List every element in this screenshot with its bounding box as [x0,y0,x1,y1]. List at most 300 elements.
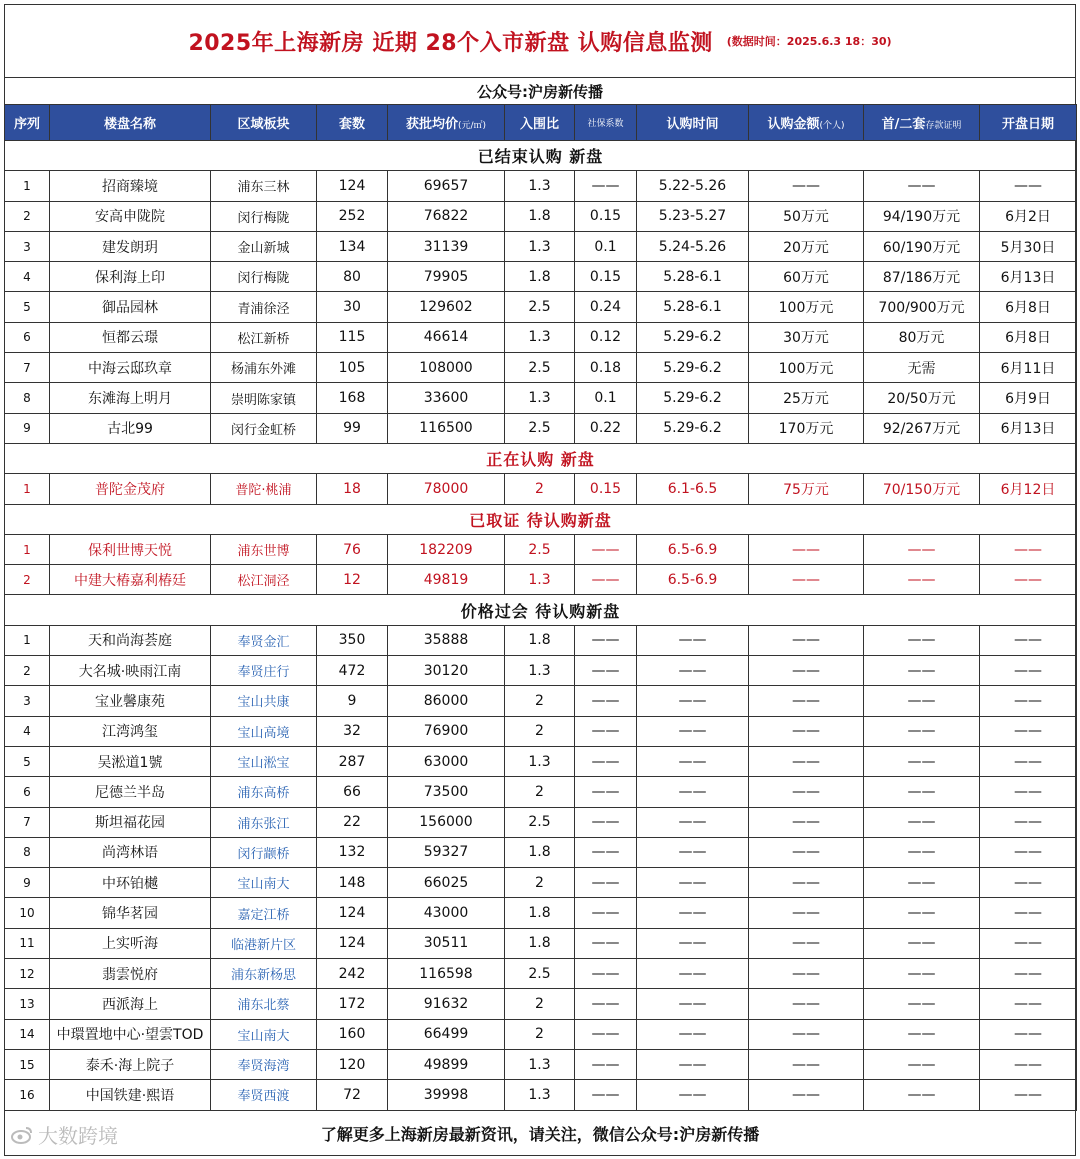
seq-cell: 16 [5,1080,50,1110]
time-cell: —— [637,1080,749,1110]
time-cell: 5.24-5.26 [637,231,749,261]
district-cell: 浦东北蔡 [211,989,317,1019]
seq-cell: 1 [5,625,50,655]
time-cell: 6.5-6.9 [637,565,749,595]
units-cell: 18 [317,474,388,504]
district-cell: 浦东张江 [211,807,317,837]
table-row [5,1019,1077,1049]
deposit-cell: 94/190万元 [864,201,980,231]
table-row [5,534,1077,564]
units-cell: 242 [317,959,388,989]
social-cell: —— [575,686,637,716]
seq-cell: 4 [5,716,50,746]
units-cell: 252 [317,201,388,231]
units-cell: 12 [317,565,388,595]
time-cell: —— [637,898,749,928]
deposit-cell: —— [864,534,980,564]
district-cell: 宝山共康 [211,686,317,716]
social-cell: 0.1 [575,383,637,413]
time-cell: —— [637,716,749,746]
units-cell: 120 [317,1049,388,1079]
price-cell: 129602 [388,292,505,322]
amount-cell: —— [749,625,864,655]
district-cell: 闵行金虹桥 [211,413,317,443]
units-cell: 472 [317,656,388,686]
seq-cell: 5 [5,746,50,776]
district-cell: 宝山南大 [211,1019,317,1049]
price-cell: 63000 [388,746,505,776]
social-cell: —— [575,837,637,867]
amount-cell: 170万元 [749,413,864,443]
district-cell: 浦东三林 [211,171,317,201]
district-cell: 闵行梅陇 [211,262,317,292]
ratio-cell: 1.8 [505,837,575,867]
time-cell: —— [637,928,749,958]
open-date-cell: 5月30日 [980,231,1077,261]
deposit-cell: —— [864,837,980,867]
social-cell: 0.12 [575,322,637,352]
ratio-cell: 1.8 [505,625,575,655]
weibo-logo-icon [10,1125,34,1145]
ratio-cell: 2.5 [505,292,575,322]
price-cell: 43000 [388,898,505,928]
time-cell: —— [637,1019,749,1049]
table-row [5,292,1077,322]
table-row [5,231,1077,261]
seq-cell: 3 [5,686,50,716]
seq-cell: 8 [5,383,50,413]
open-date-cell: —— [980,807,1077,837]
open-date-cell: —— [980,898,1077,928]
units-cell: 115 [317,322,388,352]
district-cell: 松江新桥 [211,322,317,352]
open-date-cell: —— [980,959,1077,989]
seq-cell: 7 [5,807,50,837]
amount-cell: —— [749,868,864,898]
seq-cell: 2 [5,656,50,686]
ratio-cell: 2 [505,989,575,1019]
open-date-cell: 6月12日 [980,474,1077,504]
deposit-cell: —— [864,625,980,655]
social-cell: —— [575,625,637,655]
section-title: 价格过会 待认购新盘 [5,595,1077,625]
section-header [5,141,1077,171]
col-header-sub-time: 认购时间 [637,105,749,141]
seq-cell: 5 [5,292,50,322]
name-cell: 中环铂樾 [50,868,211,898]
col-header-name: 楼盘名称 [50,105,211,141]
open-date-cell: 6月11日 [980,353,1077,383]
seq-cell: 9 [5,868,50,898]
open-date-cell: —— [980,625,1077,655]
table-row [5,625,1077,655]
time-cell: —— [637,989,749,1019]
price-cell: 66499 [388,1019,505,1049]
ratio-cell: 2 [505,474,575,504]
ratio-cell: 2.5 [505,534,575,564]
seq-cell: 10 [5,898,50,928]
name-cell: 中環置地中心·望雲TOD [50,1019,211,1049]
name-cell: 恒都云璟 [50,322,211,352]
name-cell: 中海云邸玖章 [50,353,211,383]
deposit-label: 首/二套 [881,117,926,132]
units-cell: 80 [317,262,388,292]
open-date-cell: —— [980,171,1077,201]
ratio-cell: 1.3 [505,565,575,595]
district-cell: 普陀·桃浦 [211,474,317,504]
social-cell: 0.1 [575,231,637,261]
deposit-note: 存款证明 [925,121,962,131]
time-cell: —— [637,807,749,837]
name-cell: 古北99 [50,413,211,443]
time-cell: —— [637,868,749,898]
table-row [5,353,1077,383]
ratio-cell: 1.3 [505,231,575,261]
amount-cell: 100万元 [749,292,864,322]
deposit-cell: —— [864,1080,980,1110]
amount-cell: —— [749,837,864,867]
amount-cell: —— [749,928,864,958]
section-header [5,595,1077,625]
col-header-sub-amount [749,105,864,141]
deposit-cell: —— [864,959,980,989]
units-cell: 72 [317,1080,388,1110]
social-cell: —— [575,1049,637,1079]
name-cell: 天和尚海荟庭 [50,625,211,655]
seq-cell: 2 [5,565,50,595]
social-cell: —— [575,565,637,595]
time-cell: —— [637,1049,749,1079]
table-row [5,201,1077,231]
price-cell: 49819 [388,565,505,595]
social-cell: 0.15 [575,262,637,292]
open-date-cell: 6月8日 [980,292,1077,322]
open-date-cell: 6月13日 [980,413,1077,443]
units-cell: 134 [317,231,388,261]
price-cell: 73500 [388,777,505,807]
units-cell: 124 [317,898,388,928]
social-cell: —— [575,989,637,1019]
units-cell: 22 [317,807,388,837]
units-cell: 76 [317,534,388,564]
time-cell: 5.28-6.1 [637,292,749,322]
name-cell: 尚湾林语 [50,837,211,867]
col-header-ratio: 入围比 [505,105,575,141]
price-cell: 59327 [388,837,505,867]
district-cell: 奉贤庄行 [211,656,317,686]
seq-cell: 1 [5,474,50,504]
title-bar [5,5,1075,78]
ratio-cell: 2.5 [505,959,575,989]
amount-cell: 30万元 [749,322,864,352]
amount-cell: 75万元 [749,474,864,504]
table-row [5,565,1077,595]
open-date-cell: —— [980,989,1077,1019]
units-cell: 105 [317,353,388,383]
amount-cell: —— [749,686,864,716]
subtitle: 公众号:沪房新传播 [477,82,603,101]
price-label: 获批均价 [405,117,458,132]
social-cell: 0.24 [575,292,637,322]
seq-cell: 6 [5,777,50,807]
social-cell: —— [575,959,637,989]
seq-cell: 6 [5,322,50,352]
time-cell: 5.29-6.2 [637,322,749,352]
deposit-cell: —— [864,1019,980,1049]
time-cell: —— [637,746,749,776]
social-cell: —— [575,746,637,776]
name-cell: 锦华茗园 [50,898,211,928]
units-cell: 172 [317,989,388,1019]
amount-cell: —— [749,171,864,201]
name-cell: 吴淞道1號 [50,746,211,776]
table-row [5,474,1077,504]
table-row [5,807,1077,837]
col-header-social [575,105,637,141]
price-cell: 116598 [388,959,505,989]
seq-cell: 4 [5,262,50,292]
section-title: 正在认购 新盘 [5,443,1077,473]
ratio-cell: 1.3 [505,1049,575,1079]
time-cell: 5.22-5.26 [637,171,749,201]
name-cell: 保利世博天悦 [50,534,211,564]
seq-cell: 11 [5,928,50,958]
social-cell: —— [575,898,637,928]
ratio-cell: 2 [505,716,575,746]
amount-cell: —— [749,959,864,989]
name-cell: 上实听海 [50,928,211,958]
amount-cell: 50万元 [749,201,864,231]
social-cell: —— [575,1080,637,1110]
price-cell: 86000 [388,686,505,716]
deposit-cell: —— [864,746,980,776]
units-cell: 287 [317,746,388,776]
seq-cell: 9 [5,413,50,443]
ratio-cell: 1.3 [505,746,575,776]
district-cell: 闵行梅陇 [211,201,317,231]
deposit-cell: —— [864,928,980,958]
district-cell: 浦东新杨思 [211,959,317,989]
district-cell: 浦东高桥 [211,777,317,807]
price-cell: 79905 [388,262,505,292]
time-cell: —— [637,777,749,807]
time-cell: —— [637,837,749,867]
deposit-cell: —— [864,777,980,807]
deposit-cell: 700/900万元 [864,292,980,322]
deposit-cell: 20/50万元 [864,383,980,413]
name-cell: 中建大椿嘉利椿廷 [50,565,211,595]
amount-cell: —— [749,716,864,746]
amount-cell: —— [749,1080,864,1110]
table-row [5,383,1077,413]
social-cell: 0.15 [575,201,637,231]
price-cell: 35888 [388,625,505,655]
table-row [5,322,1077,352]
time-cell: 6.1-6.5 [637,474,749,504]
sub-amount-unit: (个人) [819,121,845,131]
table-row [5,777,1077,807]
table-row [5,928,1077,958]
district-cell: 宝山高境 [211,716,317,746]
seq-cell: 15 [5,1049,50,1079]
seq-cell: 2 [5,201,50,231]
footer-note: 了解更多上海新房最新资讯，请关注，微信公众号:沪房新传播 [320,1124,760,1144]
social-cell: 0.15 [575,474,637,504]
name-cell: 招商臻境 [50,171,211,201]
open-date-cell: —— [980,716,1077,746]
name-cell: 斯坦福花园 [50,807,211,837]
district-cell: 崇明陈家镇 [211,383,317,413]
deposit-cell: —— [864,656,980,686]
ratio-cell: 1.3 [505,1080,575,1110]
name-cell: 中国铁建·熙语 [50,1080,211,1110]
units-cell: 9 [317,686,388,716]
deposit-cell: —— [864,716,980,746]
deposit-cell: 无需 [864,353,980,383]
units-cell: 350 [317,625,388,655]
name-cell: 江湾鸿玺 [50,716,211,746]
col-header-units: 套数 [317,105,388,141]
price-cell: 66025 [388,868,505,898]
amount-cell: —— [749,898,864,928]
deposit-cell: 70/150万元 [864,474,980,504]
table-row [5,716,1077,746]
units-cell: 99 [317,413,388,443]
district-cell: 杨浦东外滩 [211,353,317,383]
ratio-cell: 2 [505,777,575,807]
open-date-cell: —— [980,777,1077,807]
time-cell: 5.29-6.2 [637,353,749,383]
time-cell: 5.23-5.27 [637,201,749,231]
ratio-cell: 2.5 [505,807,575,837]
seq-cell: 12 [5,959,50,989]
open-date-cell: —— [980,534,1077,564]
social-cell: 0.18 [575,353,637,383]
time-cell: 6.5-6.9 [637,534,749,564]
time-cell: —— [637,625,749,655]
ratio-cell: 1.3 [505,656,575,686]
district-cell: 金山新城 [211,231,317,261]
deposit-cell: —— [864,807,980,837]
price-cell: 69657 [388,171,505,201]
section-title: 已结束认购 新盘 [5,141,1077,171]
time-cell: 5.28-6.1 [637,262,749,292]
ratio-cell: 1.3 [505,322,575,352]
units-cell: 32 [317,716,388,746]
price-cell: 39998 [388,1080,505,1110]
name-cell: 泰禾·海上院子 [50,1049,211,1079]
price-cell: 76900 [388,716,505,746]
seq-cell: 1 [5,171,50,201]
open-date-cell: —— [980,656,1077,686]
name-cell: 尼德兰半岛 [50,777,211,807]
watermark-text: 大数跨境 [38,1124,118,1148]
open-date-cell: 6月2日 [980,201,1077,231]
units-cell: 160 [317,1019,388,1049]
name-cell: 普陀金茂府 [50,474,211,504]
district-cell: 闵行颛桥 [211,837,317,867]
ratio-cell: 1.3 [505,171,575,201]
time-cell: —— [637,686,749,716]
amount-cell: —— [749,656,864,686]
social-cell: —— [575,868,637,898]
price-cell: 30120 [388,656,505,686]
amount-cell: 25万元 [749,383,864,413]
deposit-cell: —— [864,989,980,1019]
deposit-cell: —— [864,565,980,595]
open-date-cell: —— [980,837,1077,867]
amount-cell: —— [749,807,864,837]
amount-cell: —— [749,534,864,564]
time-cell: 5.29-6.2 [637,413,749,443]
ratio-cell: 2 [505,868,575,898]
col-header-deposit [864,105,980,141]
amount-cell: —— [749,1049,864,1079]
ratio-cell: 2 [505,1019,575,1049]
social-label: 社保系数 [587,119,624,129]
units-cell: 30 [317,292,388,322]
col-header-open-date: 开盘日期 [980,105,1077,141]
data-timestamp: (数据时间：2025.6.3 18：30) [726,35,892,48]
deposit-cell: 92/267万元 [864,413,980,443]
table-row [5,656,1077,686]
ratio-cell: 2.5 [505,353,575,383]
price-cell: 76822 [388,201,505,231]
open-date-cell: 6月8日 [980,322,1077,352]
table-row [5,171,1077,201]
price-cell: 30511 [388,928,505,958]
price-cell: 91632 [388,989,505,1019]
table-header-row [5,105,1077,141]
ratio-cell: 2 [505,686,575,716]
open-date-cell: —— [980,746,1077,776]
table-row [5,898,1077,928]
price-unit: (元/㎡) [457,121,487,131]
social-cell: —— [575,777,637,807]
table-row [5,989,1077,1019]
name-cell: 西派海上 [50,989,211,1019]
col-header-seq: 序列 [5,105,50,141]
open-date-cell: —— [980,1049,1077,1079]
deposit-cell: 80万元 [864,322,980,352]
amount-cell: —— [749,777,864,807]
name-cell: 东滩海上明月 [50,383,211,413]
table-row [5,837,1077,867]
ratio-cell: 1.8 [505,201,575,231]
table-row [5,686,1077,716]
col-header-price [388,105,505,141]
seq-cell: 13 [5,989,50,1019]
deposit-cell: —— [864,868,980,898]
open-date-cell: —— [980,686,1077,716]
amount-cell: 60万元 [749,262,864,292]
table-row [5,868,1077,898]
open-date-cell: 6月9日 [980,383,1077,413]
social-cell: —— [575,171,637,201]
open-date-cell: 6月13日 [980,262,1077,292]
social-cell: —— [575,716,637,746]
name-cell: 大名城·映雨江南 [50,656,211,686]
amount-cell: —— [749,989,864,1019]
ratio-cell: 1.3 [505,383,575,413]
district-cell: 宝山南大 [211,868,317,898]
name-cell: 御品园林 [50,292,211,322]
price-cell: 49899 [388,1049,505,1079]
price-cell: 33600 [388,383,505,413]
table-row [5,413,1077,443]
seq-cell: 1 [5,534,50,564]
district-cell: 奉贤金汇 [211,625,317,655]
